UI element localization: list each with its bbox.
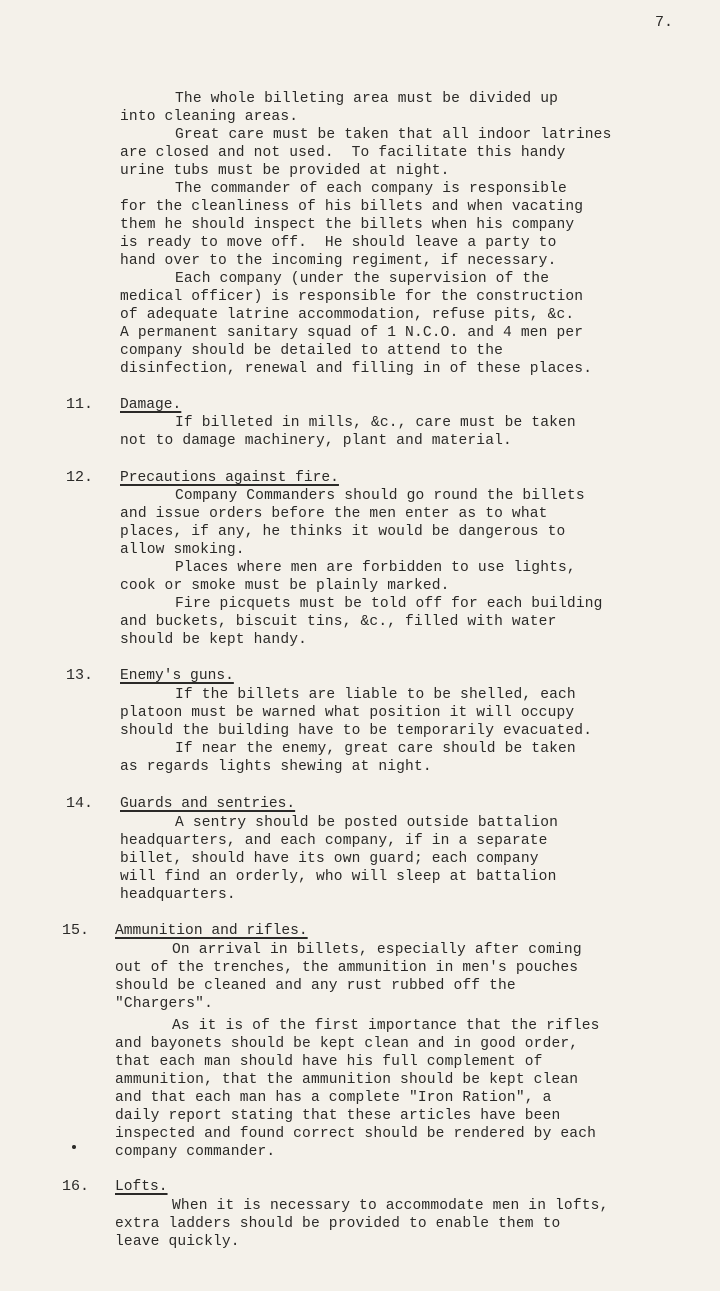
section-line: If billeted in mills, &c., care must be taken	[175, 415, 576, 431]
section-line: and that each man has a complete "Iron Ration", a	[115, 1090, 552, 1106]
section-line: If near the enemy, great care should be taken	[175, 741, 576, 757]
intro-line: are closed and not used. To facilitate this handy	[120, 145, 566, 161]
section-line: company commander.	[115, 1144, 276, 1160]
intro-line: urine tubs must be provided at night.	[120, 163, 450, 179]
page-number: 7.	[655, 14, 674, 31]
section-heading: Guards and sentries.	[120, 796, 296, 812]
intro-line: of adequate latrine accommodation, refuse pits, &c.	[120, 307, 575, 323]
section-line: not to damage machinery, plant and material.	[120, 433, 512, 449]
section-line: as regards lights shewing at night.	[120, 759, 432, 775]
section-line: leave quickly.	[115, 1234, 240, 1250]
section-line: platoon must be warned what position it will occupy	[120, 705, 575, 721]
section-number: 13.	[66, 667, 94, 684]
section-line: On arrival in billets, especially after coming	[172, 942, 582, 958]
section-line: When it is necessary to accommodate men in lofts,	[172, 1198, 609, 1214]
section-line: daily report stating that these articles have been	[115, 1108, 561, 1124]
section-line: inspected and found correct should be rendered by each	[115, 1126, 597, 1142]
intro-line: The whole billeting area must be divided up	[175, 91, 559, 107]
intro-line: is ready to move off. He should leave a party to	[120, 235, 557, 251]
intro-line: disinfection, renewal and filling in of these places.	[120, 361, 593, 377]
section-line: Places where men are forbidden to use lights,	[175, 560, 576, 576]
section-heading: Precautions against fire.	[120, 470, 339, 486]
section-line: Company Commanders should go round the billets	[175, 488, 585, 504]
intro-line: The commander of each company is responsible	[175, 181, 567, 197]
intro-line: into cleaning areas.	[120, 109, 299, 125]
section-line: that each man should have his full complement of	[115, 1054, 543, 1070]
stray-mark	[72, 1145, 76, 1149]
section-line: out of the trenches, the ammunition in men's pouches	[115, 960, 579, 976]
section-line: should be cleaned and any rust rubbed off the	[115, 978, 516, 994]
section-line: Fire picquets must be told off for each building	[175, 596, 603, 612]
section-line: places, if any, he thinks it would be dangerous to	[120, 524, 566, 540]
section-line: As it is of the first importance that the rifles	[172, 1018, 600, 1034]
section-line: ammunition, that the ammunition should be kept clean	[115, 1072, 579, 1088]
section-heading: Enemy's guns.	[120, 668, 234, 684]
section-line: allow smoking.	[120, 542, 245, 558]
intro-line: company should be detailed to attend to the	[120, 343, 504, 359]
section-line: "Chargers".	[115, 996, 213, 1012]
section-line: should the building have to be temporarily evacuated.	[120, 723, 593, 739]
section-line: and buckets, biscuit tins, &c., filled with water	[120, 614, 557, 630]
intro-line: them he should inspect the billets when his company	[120, 217, 575, 233]
section-heading: Damage.	[120, 397, 182, 413]
section-line: headquarters.	[120, 887, 236, 903]
intro-line: Each company (under the supervision of the	[175, 271, 550, 287]
section-heading: Ammunition and rifles.	[115, 923, 308, 939]
section-heading: Lofts.	[115, 1179, 168, 1195]
section-line: cook or smoke must be plainly marked.	[120, 578, 450, 594]
section-number: 11.	[66, 396, 94, 413]
section-line: extra ladders should be provided to enable them to	[115, 1216, 561, 1232]
section-line: will find an orderly, who will sleep at battalion	[120, 869, 557, 885]
section-line: and issue orders before the men enter as to what	[120, 506, 548, 522]
intro-line: for the cleanliness of his billets and when vacating	[120, 199, 584, 215]
section-line: and bayonets should be kept clean and in good order,	[115, 1036, 579, 1052]
section-number: 14.	[66, 795, 94, 812]
section-line: billet, should have its own guard; each company	[120, 851, 539, 867]
section-line: should be kept handy.	[120, 632, 308, 648]
section-number: 15.	[62, 922, 90, 939]
section-number: 16.	[62, 1178, 90, 1195]
section-line: headquarters, and each company, if in a separate	[120, 833, 548, 849]
section-line: A sentry should be posted outside battalion	[175, 815, 559, 831]
intro-line: Great care must be taken that all indoor latrines	[175, 127, 612, 143]
intro-line: hand over to the incoming regiment, if necessary.	[120, 253, 557, 269]
intro-line: medical officer) is responsible for the construction	[120, 289, 584, 305]
section-line: If the billets are liable to be shelled, each	[175, 687, 576, 703]
section-number: 12.	[66, 469, 94, 486]
intro-line: A permanent sanitary squad of 1 N.C.O. and 4 men per	[120, 325, 584, 341]
